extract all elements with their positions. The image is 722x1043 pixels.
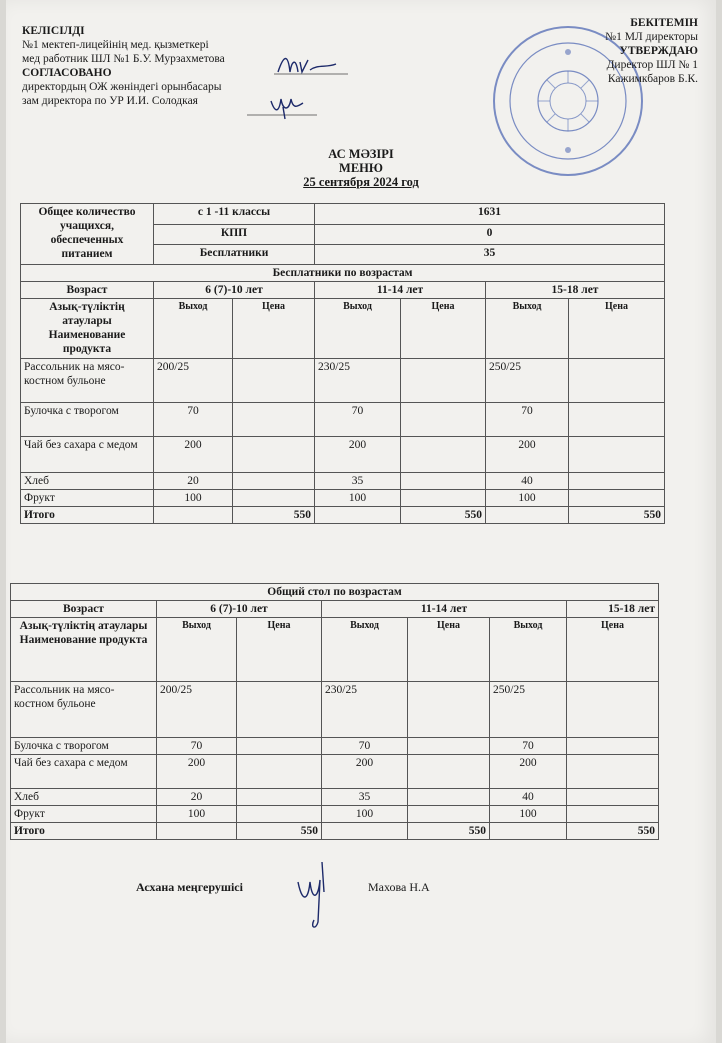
output-value: 40 [490,789,567,806]
col-price: Цена [401,299,486,359]
product-name: Фрукт [11,806,157,823]
output-value: 100 [322,806,408,823]
product-name: Чай без сахара с медом [11,755,157,789]
output-value: 70 [157,738,237,755]
col-output: Выход [490,618,567,682]
table-row [11,738,659,755]
output-value: 40 [486,473,569,490]
age-group: 15-18 лет [486,282,665,299]
approve-kz: БЕКІТЕМІН [630,17,698,29]
signature-deputy [245,93,320,121]
age-group: 6 (7)-10 лет [157,601,322,618]
table-row [21,490,665,507]
output-value: 250/25 [486,359,569,403]
summary-row-name: КПП [154,225,315,245]
total-value: 550 [567,823,659,840]
output-value: 100 [157,806,237,823]
table-row [21,437,665,473]
total-row [21,507,665,524]
output-value: 230/25 [322,682,408,738]
age-label: Возраст [21,282,154,299]
output-value: 20 [157,789,237,806]
agreed-kz: КЕЛІСІЛДІ [22,25,85,37]
age-group: 11-14 лет [322,601,567,618]
output-value: 70 [154,403,233,437]
table-row [11,755,659,789]
output-value: 35 [322,789,408,806]
summary-row-name: с 1 -11 классы [154,204,315,225]
col-output: Выход [486,299,569,359]
age-group: 15-18 лет [567,601,659,618]
output-value: 200 [322,755,408,789]
agreed-ru: СОГЛАСОВАНО [22,67,112,79]
table-row [11,806,659,823]
age-group: 11-14 лет [315,282,486,299]
deputy-name: зам директора по УР И.И. Солодкая [22,95,198,107]
menu-title-kz: АС МӘЗІРІ [328,147,394,161]
product-name: Рассольник на мясо-костном бульоне [11,682,157,738]
output-value: 100 [490,806,567,823]
age-group: 6 (7)-10 лет [154,282,315,299]
col-price: Цена [233,299,315,359]
product-name: Булочка с творогом [11,738,157,755]
output-value: 20 [154,473,233,490]
menu-table-free [20,203,665,524]
output-value: 200 [490,755,567,789]
output-value: 200/25 [154,359,233,403]
signature-medic [270,50,350,80]
total-value: 550 [233,507,315,524]
summary-row-value: 1631 [315,204,665,225]
total-label: Итого [21,507,154,524]
output-value: 200/25 [157,682,237,738]
total-value: 550 [401,507,486,524]
output-value: 100 [154,490,233,507]
col-price: Цена [567,618,659,682]
col-price: Цена [408,618,490,682]
col-output: Выход [157,618,237,682]
col-output: Выход [322,618,408,682]
section-title: Бесплатники по возрастам [21,265,665,282]
output-value: 70 [322,738,408,755]
output-value: 100 [315,490,401,507]
director-position-ru: Директор ШЛ № 1 [606,59,698,71]
summary-row-value: 35 [315,245,665,265]
output-value: 70 [486,403,569,437]
product-name: Чай без сахара с медом [21,437,154,473]
table-row [21,473,665,490]
signature-canteen-head [288,852,348,932]
total-value: 550 [237,823,322,840]
medic-position-kz: №1 мектеп-лицейінің мед. қызметкері [22,39,209,51]
col-price: Цена [237,618,322,682]
product-name: Хлеб [11,789,157,806]
product-name: Рассольник на мясо-костном бульоне [21,359,154,403]
output-value: 70 [315,403,401,437]
total-value: 550 [408,823,490,840]
director-name: Кажимкбаров Б.К. [607,73,698,85]
section-title: Общий стол по возрастам [11,584,659,601]
menu-date: 25 сентября 2024 год [303,175,419,189]
product-header: Азық-түліктің атаулары Наименование продукта [11,618,157,682]
approval-block-left [22,24,225,108]
output-value: 200 [157,755,237,789]
approve-ru: УТВЕРЖДАЮ [619,45,698,57]
age-label: Возраст [11,601,157,618]
summary-row-value: 0 [315,225,665,245]
product-header: Азық-түліктің атаулары Наименование продукта [21,299,154,359]
output-value: 250/25 [490,682,567,738]
canteen-head-role: Асхана меңгерушісі [136,880,243,894]
output-value: 70 [490,738,567,755]
output-value: 100 [486,490,569,507]
col-price: Цена [569,299,665,359]
col-output: Выход [315,299,401,359]
summary-label: Общее количество учащихся, обеспеченных питанием [21,204,154,265]
total-label: Итого [11,823,157,840]
table-row [21,403,665,437]
output-value: 35 [315,473,401,490]
product-name: Хлеб [21,473,154,490]
director-position-kz: №1 МЛ директоры [605,31,698,43]
total-row [11,823,659,840]
canteen-head-name: Махова Н.А [368,880,430,894]
table-row [11,789,659,806]
table-row [21,359,665,403]
menu-table-general [10,583,659,840]
col-output: Выход [154,299,233,359]
output-value: 230/25 [315,359,401,403]
product-name: Булочка с творогом [21,403,154,437]
output-value: 200 [486,437,569,473]
table-row [11,682,659,738]
output-value: 200 [154,437,233,473]
product-name: Фрукт [21,490,154,507]
menu-title-ru: МЕНЮ [339,161,383,175]
medic-name: мед работник ШЛ №1 Б.У. Мурзахметова [22,53,225,65]
output-value: 200 [315,437,401,473]
total-value: 550 [569,507,665,524]
deputy-position-kz: директордың ОЖ жөніндегі орынбасары [22,81,222,93]
summary-row-name: Бесплатники [154,245,315,265]
approval-block-right [605,16,698,86]
